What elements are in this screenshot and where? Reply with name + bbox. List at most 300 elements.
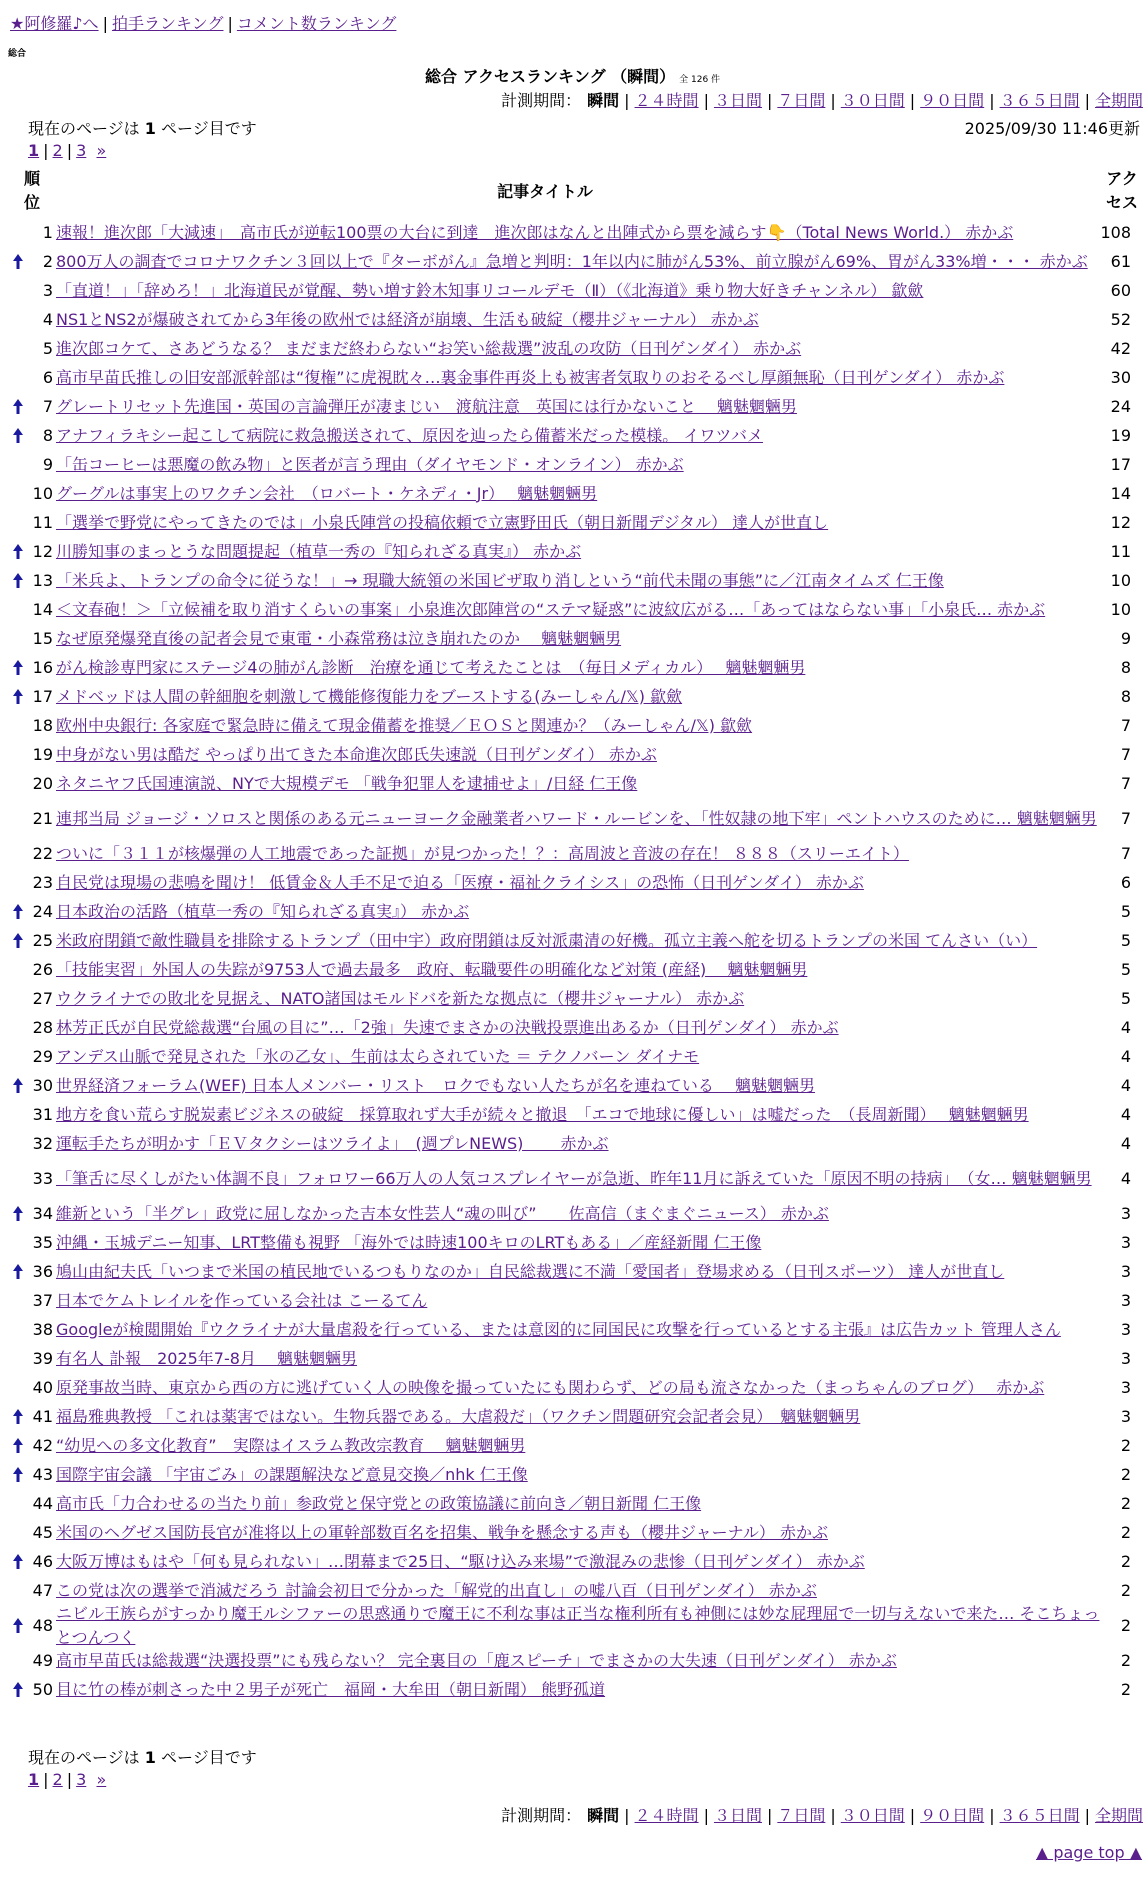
access-count: 4	[1120, 1105, 1131, 1124]
article-title-link[interactable]: 国際宇宙会議 「宇宙ごみ」の課題解決など意見交換／nhk 仁王像	[56, 1464, 528, 1484]
table-row	[0, 1489, 1145, 1518]
access-count: 12	[1110, 513, 1131, 532]
rank-change-empty	[11, 310, 25, 330]
table-row	[0, 479, 1145, 508]
category-tag: 総合	[8, 49, 27, 59]
nav-separator: |	[102, 14, 108, 33]
article-title-cell	[56, 1167, 1101, 1191]
article-title-link[interactable]: この党は次の選挙で消滅だろう 討論会初日で分かった「解党的出直し」の嘘八百（日刊ゲンダイ） 赤かぶ	[56, 1580, 817, 1600]
access-count: 5	[1120, 989, 1131, 1008]
article-title-cell	[56, 772, 1101, 796]
access-count: 5	[1120, 960, 1131, 979]
applause-ranking-link[interactable]: 拍手ランキング	[111, 14, 224, 33]
rank-number: 45	[32, 1523, 53, 1542]
access-count: 3	[1120, 1320, 1131, 1339]
period-selector-top: 計測期間： 瞬間 | ２４時間 | ３日間 | ７日間 | ３０日間 | ９０日間 | ３６５日間 | 全期間	[501, 91, 1143, 110]
page-title-text: 総合 アクセスランキング （瞬間）	[424, 67, 676, 86]
table-row	[0, 1042, 1145, 1071]
period-365d-link[interactable]: ３６５日間	[999, 91, 1080, 110]
table-row	[0, 363, 1145, 392]
table-row	[0, 1286, 1145, 1315]
article-title-cell	[56, 1202, 1101, 1226]
rank-number: 4	[42, 310, 53, 329]
table-row	[0, 711, 1145, 740]
article-title-link[interactable]: 高市氏「力合わせるの当たり前」参政党と保守党との政策協議に前向き／朝日新聞 仁王像	[56, 1493, 702, 1513]
article-title-link[interactable]: 運転手たちが明かす「ＥＶタクシーはツライよ」 (週プレNEWS) 赤かぶ	[56, 1133, 609, 1153]
column-header-access: アクセス	[1105, 169, 1138, 212]
article-title-link[interactable]: 「筆舌に尽くしがたい体調不良」フォロワー66万人の人気コスプレイヤーが急逝、昨年11月に訴えていた「原因不明の持病」 （女… 魑魅魍魎男	[56, 1168, 1092, 1188]
table-row	[0, 798, 1145, 839]
article-title-link[interactable]: Googleが検閲開始『ウクライナが大量虐殺を行っている、または意図的に同国民に攻撃を行っているとする主張』は広告カット 管理人さん	[56, 1319, 1061, 1339]
access-count: 3	[1120, 1233, 1131, 1252]
article-title-cell	[56, 1434, 1101, 1458]
rank-number: 7	[42, 397, 53, 416]
access-count: 2	[1120, 1552, 1131, 1571]
up-arrow-icon	[11, 1552, 25, 1572]
rank-change-empty	[11, 1105, 25, 1125]
rank-number: 15	[32, 629, 53, 648]
rank-change-empty	[11, 844, 25, 864]
table-row	[0, 1158, 1145, 1199]
article-title-cell	[56, 842, 1101, 866]
article-title-cell	[56, 569, 1101, 593]
article-title-cell	[56, 1347, 1101, 1371]
article-title-link[interactable]: NS1とNS2が爆破されてから3年後の欧州では経済が崩壊、生活も破綻（櫻井ジャーナル） 赤かぶ	[56, 309, 759, 329]
article-title-link[interactable]: 有名人 訃報 2025年7-8月 魑魅魍魎男	[56, 1348, 358, 1368]
table-row	[0, 1460, 1145, 1489]
rank-change-empty	[11, 1134, 25, 1154]
article-title-link[interactable]: “幼児への多文化教育” 実際はイスラム教改宗教育 魑魅魍魎男	[56, 1435, 526, 1455]
article-title-cell	[56, 685, 1101, 709]
access-count: 7	[1120, 844, 1131, 863]
table-row	[0, 839, 1145, 868]
article-title-link[interactable]: 中身がない男は酷だ やっぱり出てきた本命進次郎氏失速説（日刊ゲンダイ） 赤かぶ	[56, 744, 657, 764]
access-count: 7	[1120, 716, 1131, 735]
article-title-cell	[56, 656, 1101, 680]
current-page-number: 1	[144, 119, 156, 138]
page-top-link[interactable]: ▲ page top ▲	[1035, 1843, 1142, 1862]
access-count: 2	[1120, 1465, 1131, 1484]
table-row	[0, 1646, 1145, 1675]
rank-number: 36	[32, 1262, 53, 1281]
rank-number: 40	[32, 1378, 53, 1397]
article-title-link[interactable]: 維新という「半グレ」政党に屈しなかった吉本女性芸人“魂の叫び” 佐高信（まぐまぐニュース） 赤かぶ	[56, 1203, 829, 1223]
table-row	[0, 955, 1145, 984]
article-title-link[interactable]: 大阪万博はもはや「何も見られない」…閉幕まで25日、“駆け込み来場”で激混みの悲惨（日刊ゲンダイ） 赤かぶ	[56, 1551, 865, 1571]
article-title-link[interactable]: 米国のヘグゼス国防長官が准将以上の軍幹部数百名を招集、戦争を懸念する声も（櫻井ジャーナル） 赤かぶ	[56, 1522, 828, 1542]
article-title-link[interactable]: 鳩山由紀夫氏「いつまで米国の植民地でいるつもりなのか」自民総裁選に不満「愛国者」登場求める（日刊スポーツ） 達人が世直し	[56, 1261, 1005, 1281]
comment-ranking-link[interactable]: コメント数ランキング	[236, 14, 397, 33]
up-arrow-icon	[11, 931, 25, 951]
article-title-cell	[56, 1678, 1101, 1702]
up-arrow-icon	[11, 426, 25, 446]
article-title-cell	[56, 453, 1101, 477]
access-count: 3	[1120, 1291, 1131, 1310]
rank-number: 46	[32, 1552, 53, 1571]
period-90d-link[interactable]: ９０日間	[920, 91, 985, 110]
article-title-link[interactable]: ネタニヤフ氏国連演説、NYで大規模デモ 「戦争犯罪人を逮捕せよ」/日経 仁王像	[56, 773, 638, 793]
rank-number: 14	[32, 600, 53, 619]
rank-number: 30	[32, 1076, 53, 1095]
access-count: 3	[1120, 1204, 1131, 1223]
article-title-cell	[56, 1074, 1101, 1098]
up-arrow-icon	[11, 252, 25, 272]
article-title-cell	[56, 511, 1101, 535]
rank-change-empty	[11, 629, 25, 649]
article-title-link[interactable]: 欧州中央銀行: 各家庭で緊急時に備えて現金備蓄を推奨／ＥＯＳと関連か？（みーしゃん/𝕏) 歙歛	[56, 715, 753, 735]
article-title-link[interactable]: 「選挙で野党にやってきたのでは」小泉氏陣営の投稿依頼で立憲野田氏（朝日新聞デジタル） 達人が世直し	[56, 512, 829, 532]
access-count: 5	[1120, 931, 1131, 950]
article-title-link[interactable]: 「缶コーヒーは悪魔の飲み物」と医者が言う理由（ダイヤモンド・オンライン） 赤かぶ	[56, 454, 684, 474]
access-count: 2	[1120, 1494, 1131, 1513]
rank-change-empty	[11, 600, 25, 620]
up-arrow-icon	[11, 1436, 25, 1456]
rank-number: 22	[32, 844, 53, 863]
period-7d-link[interactable]: ７日間	[777, 91, 826, 110]
rank-change-empty	[11, 809, 25, 829]
period-7d-link[interactable]: ７日間	[777, 1806, 826, 1825]
rank-change-empty	[11, 1291, 25, 1311]
up-arrow-icon	[11, 1204, 25, 1224]
rank-change-empty	[11, 716, 25, 736]
table-row	[0, 508, 1145, 537]
rank-change-empty	[11, 1018, 25, 1038]
page-title	[0, 64, 1145, 87]
article-title-cell	[56, 337, 1101, 361]
rank-change-empty	[11, 1523, 25, 1543]
rank-number: 34	[32, 1204, 53, 1223]
table-row	[0, 276, 1145, 305]
access-count: 3	[1120, 1262, 1131, 1281]
page-3-link[interactable]: 3	[76, 1770, 87, 1789]
article-title-link[interactable]: グレートリセット先進国・英国の言論弾圧が凄まじい 渡航注意 英国には行かないこと 魑魅魍魎男	[56, 396, 797, 416]
article-title-link[interactable]: 速報！進次郎「大減速」 高市氏が逆転100票の大台に到達 進次郎はなんと出陣式から票を減らす👇（Total News World.） 赤かぶ	[55, 222, 1014, 242]
access-count: 108	[1100, 223, 1131, 242]
table-row	[0, 1402, 1145, 1431]
rank-number: 21	[32, 809, 53, 828]
period-24h-link[interactable]: ２４時間	[634, 91, 699, 110]
access-count: 3	[1120, 1378, 1131, 1397]
article-title-cell	[56, 1016, 1101, 1040]
article-title-cell	[56, 871, 1101, 895]
table-row	[0, 740, 1145, 769]
access-count: 4	[1120, 1169, 1131, 1188]
table-row	[0, 595, 1145, 624]
rank-number: 35	[32, 1233, 53, 1252]
rank-change-empty	[11, 1169, 25, 1189]
rank-change-empty	[11, 745, 25, 765]
article-title-link[interactable]: 高市早苗氏は総裁選“決選投票”にも残らない？ 完全裏目の「鹿スピーチ」でまさかの大失速（日刊ゲンダイ） 赤かぶ	[56, 1650, 897, 1670]
table-row	[0, 868, 1145, 897]
page-1-link[interactable]: 1	[28, 141, 40, 160]
rank-change-empty	[11, 281, 25, 301]
rank-number: 17	[32, 687, 53, 706]
page-2-link[interactable]: 2	[52, 141, 63, 160]
rank-number: 1	[42, 223, 53, 242]
article-title-link[interactable]: なぜ原発爆発直後の記者会見で東電・小森常務は泣き崩れたのか 魑魅魍魎男	[56, 628, 622, 648]
rank-number: 47	[32, 1581, 53, 1600]
article-title-link[interactable]: アナフィラキシー起こして病院に救急搬送されて、原因を辿ったら備蓄米だった模様。 イワツバメ	[56, 425, 764, 445]
up-arrow-icon	[11, 1465, 25, 1485]
article-title-cell	[56, 540, 1101, 564]
rank-number: 18	[32, 716, 53, 735]
up-arrow-icon	[11, 902, 25, 922]
period-3d-link[interactable]: ３日間	[713, 91, 762, 110]
access-count: 6	[1120, 873, 1131, 892]
rank-number: 50	[32, 1680, 53, 1699]
access-count: 14	[1110, 484, 1131, 503]
access-count: 2	[1120, 1523, 1131, 1542]
access-count: 42	[1110, 339, 1131, 358]
table-row	[0, 1547, 1145, 1576]
page-2-link[interactable]: 2	[52, 1770, 63, 1789]
rank-number: 24	[32, 902, 53, 921]
access-count: 2	[1120, 1616, 1131, 1635]
article-title-cell	[56, 366, 1101, 390]
rank-number: 49	[32, 1651, 53, 1670]
nav-separator: |	[227, 14, 233, 33]
article-title-link[interactable]: 「直道！」「辞めろ！」北海道民が覚醒、勢い増す鈴木知事リコールデモ（Ⅱ）（《北海道》乗り物大好きチャンネル） 歙歛	[56, 280, 924, 300]
period-90d-link[interactable]: ９０日間	[920, 1806, 985, 1825]
page-3-link[interactable]: 3	[76, 141, 87, 160]
article-title-link[interactable]: 連邦当局 ジョージ・ソロスと関係のある元ニューヨーク金融業者ハワード・ルービンを、「性奴隷の地下牢」ペントハウスのために… 魑魅魍魎男	[56, 808, 1097, 828]
article-title-cell	[56, 1260, 1101, 1284]
pager-bottom: 1 | 2 | 3 »	[28, 1770, 107, 1789]
period-365d-link[interactable]: ３６５日間	[999, 1806, 1080, 1825]
access-count: 3	[1120, 1407, 1131, 1426]
article-title-cell	[56, 1492, 1101, 1516]
access-count: 2	[1120, 1651, 1131, 1670]
total-count: 全 126 件	[679, 75, 721, 85]
access-count: 9	[1120, 629, 1131, 648]
article-title-link[interactable]: 800万人の調査でコロナワクチン３回以上で『ターボがん』急増と判明：1年以内に肺がん53%、前立腺がん69%、胃がん33%増・・・ 赤かぶ	[56, 251, 1088, 271]
article-title-link[interactable]: グーグルは事実上のワクチン会社 （ロバート・ケネディ・Jr） 魑魅魍魎男	[56, 483, 598, 503]
ranking-table	[0, 218, 1145, 1704]
access-count: 7	[1120, 809, 1131, 828]
article-title-link[interactable]: 高市早苗氏推しの旧安部派幹部は“復権”に虎視眈々…裏金事件再炎上も被害者気取りのおそるべし厚顔無恥（日刊ゲンダイ） 赤かぶ	[56, 367, 1005, 387]
rank-number: 25	[32, 931, 53, 950]
table-row	[0, 1013, 1145, 1042]
column-header-rank: 順位	[23, 169, 40, 212]
table-row	[0, 1373, 1145, 1402]
article-title-link[interactable]: 進次郎コケて、さあどうなる？ まだまだ終わらない“お笑い総裁選”波乱の攻防（日刊ゲンダイ） 赤かぶ	[56, 338, 802, 358]
access-count: 30	[1110, 368, 1131, 387]
article-title-cell	[56, 279, 1101, 303]
rank-change-empty	[11, 513, 25, 533]
article-title-cell	[56, 1521, 1101, 1545]
rank-number: 23	[32, 873, 53, 892]
table-row	[0, 537, 1145, 566]
top-nav	[10, 11, 396, 34]
rank-number: 19	[32, 745, 53, 764]
rank-change-empty	[11, 774, 25, 794]
rank-number: 13	[32, 571, 53, 590]
rank-number: 38	[32, 1320, 53, 1339]
article-title-link[interactable]: 林芳正氏が自民党総裁選“台風の目に”…「2強」失速でまさかの決戦投票進出あるか（日刊ゲンダイ） 赤かぶ	[56, 1017, 839, 1037]
column-header-title: 記事タイトル	[497, 182, 593, 201]
article-title-cell	[56, 250, 1101, 274]
rank-change-empty	[11, 1581, 25, 1601]
table-row	[0, 926, 1145, 955]
rank-number: 26	[32, 960, 53, 979]
article-title-link[interactable]: ニビル王族らがすっかり魔王ルシファーの思惑通りで魔王に不利な事は正当な権利所有も神側には妙な屁理屈で一切与えないで来た… そこちょっとつんつく	[56, 1603, 1100, 1647]
access-count: 2	[1120, 1680, 1131, 1699]
table-row	[0, 653, 1145, 682]
article-title-link[interactable]: 福島雅典教授 「これは薬害ではない。生物兵器である。大虐殺だ」（ワクチン問題研究会記者会見） 魑魅魍魎男	[56, 1406, 861, 1426]
rank-change-empty	[11, 1233, 25, 1253]
rank-number: 20	[32, 774, 53, 793]
article-title-link[interactable]: 「技能実習」外国人の失踪が9753人で過去最多 政府、転職要件の明確化など対策 (産経) 魑魅魍魎男	[56, 959, 808, 979]
next-page-link[interactable]: »	[96, 1770, 107, 1789]
rank-number: 6	[42, 368, 53, 387]
article-title-cell	[56, 1045, 1101, 1069]
rank-number: 32	[32, 1134, 53, 1153]
article-title-link[interactable]: 世界経済フォーラム(WEF) 日本人メンバー・リスト ロクでもない人たちが名を連ねている 魑魅魍魎男	[56, 1075, 815, 1095]
rank-number: 42	[32, 1436, 53, 1455]
rank-change-empty	[11, 1047, 25, 1067]
access-count: 8	[1120, 687, 1131, 706]
period-selector-bottom: 計測期間： 瞬間 | ２４時間 | ３日間 | ７日間 | ３０日間 | ９０日間 | ３６５日間 | 全期間	[501, 1806, 1143, 1825]
home-link[interactable]: ★阿修羅♪へ	[10, 14, 99, 33]
table-row	[0, 247, 1145, 276]
article-title-cell	[56, 1602, 1101, 1650]
article-title-cell	[56, 308, 1101, 332]
rank-number: 5	[42, 339, 53, 358]
article-title-link[interactable]: 川勝知事のまっとうな問題提起（植草一秀の『知られざる真実』） 赤かぶ	[56, 541, 582, 561]
rank-number: 37	[32, 1291, 53, 1310]
article-title-cell	[56, 987, 1101, 1011]
rank-change-empty	[11, 455, 25, 475]
table-row	[0, 682, 1145, 711]
article-title-cell	[56, 627, 1101, 651]
period-label: 計測期間：	[501, 91, 582, 110]
up-arrow-icon	[11, 542, 25, 562]
rank-number: 33	[32, 1169, 53, 1188]
access-count: 10	[1110, 571, 1131, 590]
article-title-link[interactable]: 自民党は現場の悲鳴を聞け！ 低賃金＆人手不足で迫る「医療・福祉クライシス」の恐怖（日刊ゲンダイ） 赤かぶ	[56, 872, 864, 892]
access-count: 4	[1120, 1047, 1131, 1066]
table-row	[0, 1129, 1145, 1158]
article-title-link[interactable]: がん検診専門家にステージ4の肺がん診断 治療を通じて考えたことは （毎日メディカル） 魑魅魍魎男	[56, 657, 806, 677]
table-row	[0, 566, 1145, 595]
article-title-cell	[56, 221, 1100, 245]
up-arrow-icon	[11, 687, 25, 707]
article-title-link[interactable]: 「米兵よ、トランプの命令に従うな！」→ 現職大統領の米国ビザ取り消しという“前代未聞の事態”に／江南タイムズ 仁王像	[56, 570, 944, 590]
article-title-cell	[56, 395, 1101, 419]
access-count: 61	[1110, 252, 1131, 271]
period-all-link[interactable]: 全期間	[1094, 1806, 1143, 1825]
article-title-link[interactable]: 米政府閉鎖で敵性職員を排除するトランプ（田中宇）政府閉鎖は反対派粛清の好機。孤立主義へ舵を切るトランプの米国 てんさい（い）	[56, 930, 1038, 950]
rank-number: 9	[42, 455, 53, 474]
article-title-cell	[56, 1376, 1101, 1400]
article-title-cell	[56, 1231, 1101, 1255]
access-count: 7	[1120, 774, 1131, 793]
access-count: 52	[1110, 310, 1131, 329]
table-row	[0, 1675, 1145, 1704]
article-title-link[interactable]: ＜文春砲！＞「立候補を取り消すくらいの事案」小泉進次郎陣営の“ステマ疑惑”に波紋広がる…「あってはならない事」「小泉氏… 赤かぶ	[56, 599, 1046, 619]
access-count: 5	[1120, 902, 1131, 921]
up-arrow-icon	[11, 1407, 25, 1427]
article-title-link[interactable]: 沖縄・玉城デニー知事、LRT整備も視野 「海外では時速100キロのLRTもある」／産経新聞 仁王像	[56, 1232, 762, 1252]
article-title-link[interactable]: 原発事故当時、東京から西の方に逃げていく人の映像を撮っていたにも関わらず、どの局も流さなかった（まっちゃんのブログ） 赤かぶ	[56, 1377, 1045, 1397]
table-row	[0, 392, 1145, 421]
access-count: 7	[1120, 745, 1131, 764]
table-row	[0, 1100, 1145, 1129]
table-row	[0, 305, 1145, 334]
table-row	[0, 1605, 1145, 1646]
article-title-cell	[56, 900, 1101, 924]
article-title-link[interactable]: 地方を食い荒らす脱炭素ビジネスの破綻 採算取れず大手が続々と撤退 「エコで地球に優しい」は嘘だった （長周新聞） 魑魅魍魎男	[56, 1104, 1029, 1124]
up-arrow-icon	[11, 1616, 25, 1636]
article-title-cell	[56, 1550, 1101, 1574]
period-24h-link[interactable]: ２４時間	[634, 1806, 699, 1825]
access-count: 19	[1110, 426, 1131, 445]
page-info-bottom: 現在のページは 1 ページ目です	[28, 1748, 257, 1767]
rank-number: 12	[32, 542, 53, 561]
rank-number: 27	[32, 989, 53, 1008]
rank-number: 11	[32, 513, 53, 532]
article-title-link[interactable]: 日本でケムトレイルを作っている会社は こーるてん	[56, 1290, 428, 1310]
access-count: 10	[1110, 600, 1131, 619]
article-title-cell	[56, 743, 1101, 767]
rank-number: 3	[42, 281, 53, 300]
table-row	[0, 1199, 1145, 1228]
article-title-cell	[56, 1405, 1101, 1429]
table-row	[0, 450, 1145, 479]
access-count: 2	[1120, 1436, 1131, 1455]
rank-number: 39	[32, 1349, 53, 1368]
rank-number: 29	[32, 1047, 53, 1066]
rank-change-empty	[11, 989, 25, 1009]
rank-number: 44	[32, 1494, 53, 1513]
article-title-link[interactable]: ウクライナでの敗北を見据え、NATO諸国はモルドバを新たな拠点に（櫻井ジャーナル） 赤かぶ	[56, 988, 745, 1008]
access-count: 11	[1110, 542, 1131, 561]
period-all-link[interactable]: 全期間	[1094, 91, 1143, 110]
article-title-cell	[56, 714, 1101, 738]
article-title-cell	[56, 1289, 1101, 1313]
rank-change-empty	[11, 1651, 25, 1671]
article-title-link[interactable]: 日本政治の活路（植草一秀の『知られざる真実』） 赤かぶ	[56, 901, 470, 921]
next-page-link[interactable]: »	[96, 141, 107, 160]
table-row	[0, 984, 1145, 1013]
page-info-top: 現在のページは 1 ページ目です	[28, 119, 257, 138]
article-title-link[interactable]: メドベッドは人間の幹細胞を刺激して機能修復能力をブーストする(みーしゃん/𝕏) 歙歛	[56, 686, 683, 706]
article-title-cell	[56, 807, 1101, 831]
table-row	[0, 218, 1145, 247]
article-title-link[interactable]: 目に竹の棒が刺さった中２男子が死亡 福岡・大牟田（朝日新聞） 熊野孤道	[56, 1679, 606, 1699]
table-row	[0, 897, 1145, 926]
page-1-link[interactable]: 1	[28, 1770, 40, 1789]
rank-number: 8	[42, 426, 53, 445]
article-title-cell	[56, 424, 1101, 448]
article-title-cell	[56, 1463, 1101, 1487]
article-title-link[interactable]: アンデス山脈で発見された「氷の乙女」、生前は太らされていた ＝ テクノバーン ダイナモ	[56, 1046, 700, 1066]
article-title-cell	[56, 482, 1101, 506]
period-3d-link[interactable]: ３日間	[713, 1806, 762, 1825]
table-row	[0, 1257, 1145, 1286]
period-30d-link[interactable]: ３０日間	[840, 91, 905, 110]
up-arrow-icon	[11, 1076, 25, 1096]
article-title-cell	[56, 1132, 1101, 1156]
article-title-cell	[56, 958, 1101, 982]
table-row	[0, 624, 1145, 653]
rank-number: 28	[32, 1018, 53, 1037]
article-title-link[interactable]: ついに「３１１が核爆弾の人工地震であった証拠」が見つかった！？：高周波と音波の存在！ ８８８（スリーエイト）	[56, 843, 909, 863]
rank-number: 31	[32, 1105, 53, 1124]
period-current: 瞬間	[587, 91, 620, 110]
period-30d-link[interactable]: ３０日間	[840, 1806, 905, 1825]
access-count: 60	[1110, 281, 1131, 300]
